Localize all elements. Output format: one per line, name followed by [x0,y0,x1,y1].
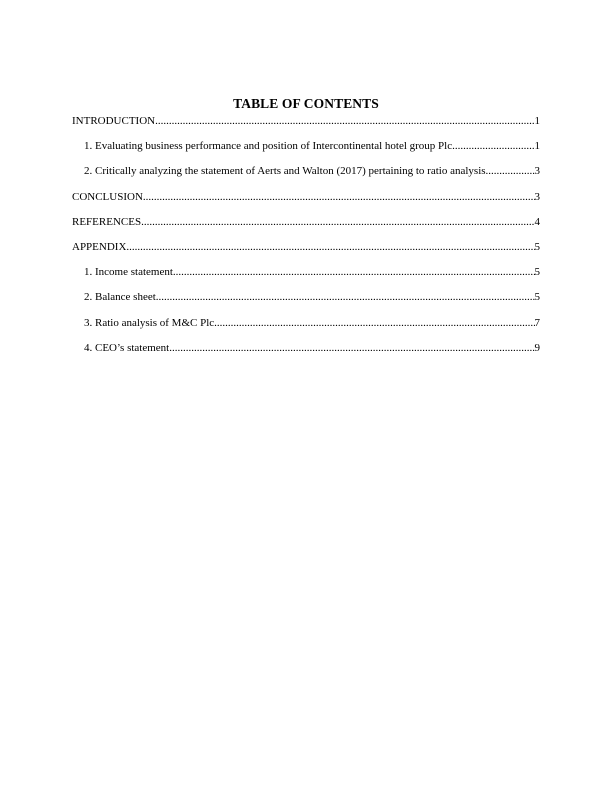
toc-entry-income-statement[interactable] [72,265,540,290]
toc-page-number: 1 [534,115,540,127]
toc-page-number: 3 [534,165,540,178]
toc-entry-introduction[interactable] [72,114,540,139]
toc-dot-leader [143,190,535,204]
toc-entry-label: CONCLUSION [72,190,143,203]
toc-entry-label: REFERENCES [72,215,142,228]
toc-title: TABLE OF CONTENTS [233,96,379,111]
toc-entry-ratio-analysis-mc[interactable] [72,316,540,341]
toc-entry-label: 2. Balance sheet [84,291,156,304]
toc-page-number: 1 [534,140,540,153]
toc-entry-label: 3. Ratio analysis of M&C Plc [84,316,215,329]
toc-dot-leader [169,341,534,355]
toc-page-number: 3 [534,190,540,203]
toc-page-number: 4 [534,215,540,228]
toc-dot-leader [155,114,534,128]
toc-dot-leader [126,240,534,254]
toc-entry-label: APPENDIX [72,240,127,253]
toc-dot-leader [173,265,535,279]
toc-page-number: 9 [534,341,540,354]
toc-entry-ratio-analysis-statement[interactable] [72,164,540,189]
toc-dot-leader [452,139,534,153]
toc-dot-leader [156,290,535,304]
toc-entry-conclusion[interactable] [72,190,540,215]
toc-page-number: 5 [534,266,540,279]
toc-dot-leader [141,215,534,229]
toc-page-number: 7 [534,316,540,329]
toc-list [72,114,540,366]
toc-page-number: 5 [534,240,540,253]
toc-entry-label: 1. Evaluating business performance and position of Intercontinental hotel group Plc [84,140,453,153]
toc-entry-appendix[interactable] [72,240,540,265]
toc-entry-label: 4. CEO’s statement [84,341,170,354]
toc-entry-ceo-statement[interactable] [72,341,540,366]
toc-entry-label: 2. Critically analyzing the statement of Aerts and Walton (2017) pertaining to ratio analysis [84,165,486,178]
toc-entry-balance-sheet[interactable] [72,290,540,315]
toc-entry-label: 1. Income statement [84,266,173,279]
toc-page-number: 5 [534,291,540,304]
toc-entry-evaluating-performance[interactable] [72,139,540,164]
toc-entry-label: INTRODUCTION [72,115,156,127]
toc-dot-leader [214,316,534,330]
toc-dot-leader [486,164,535,178]
toc-entry-references[interactable] [72,215,540,240]
